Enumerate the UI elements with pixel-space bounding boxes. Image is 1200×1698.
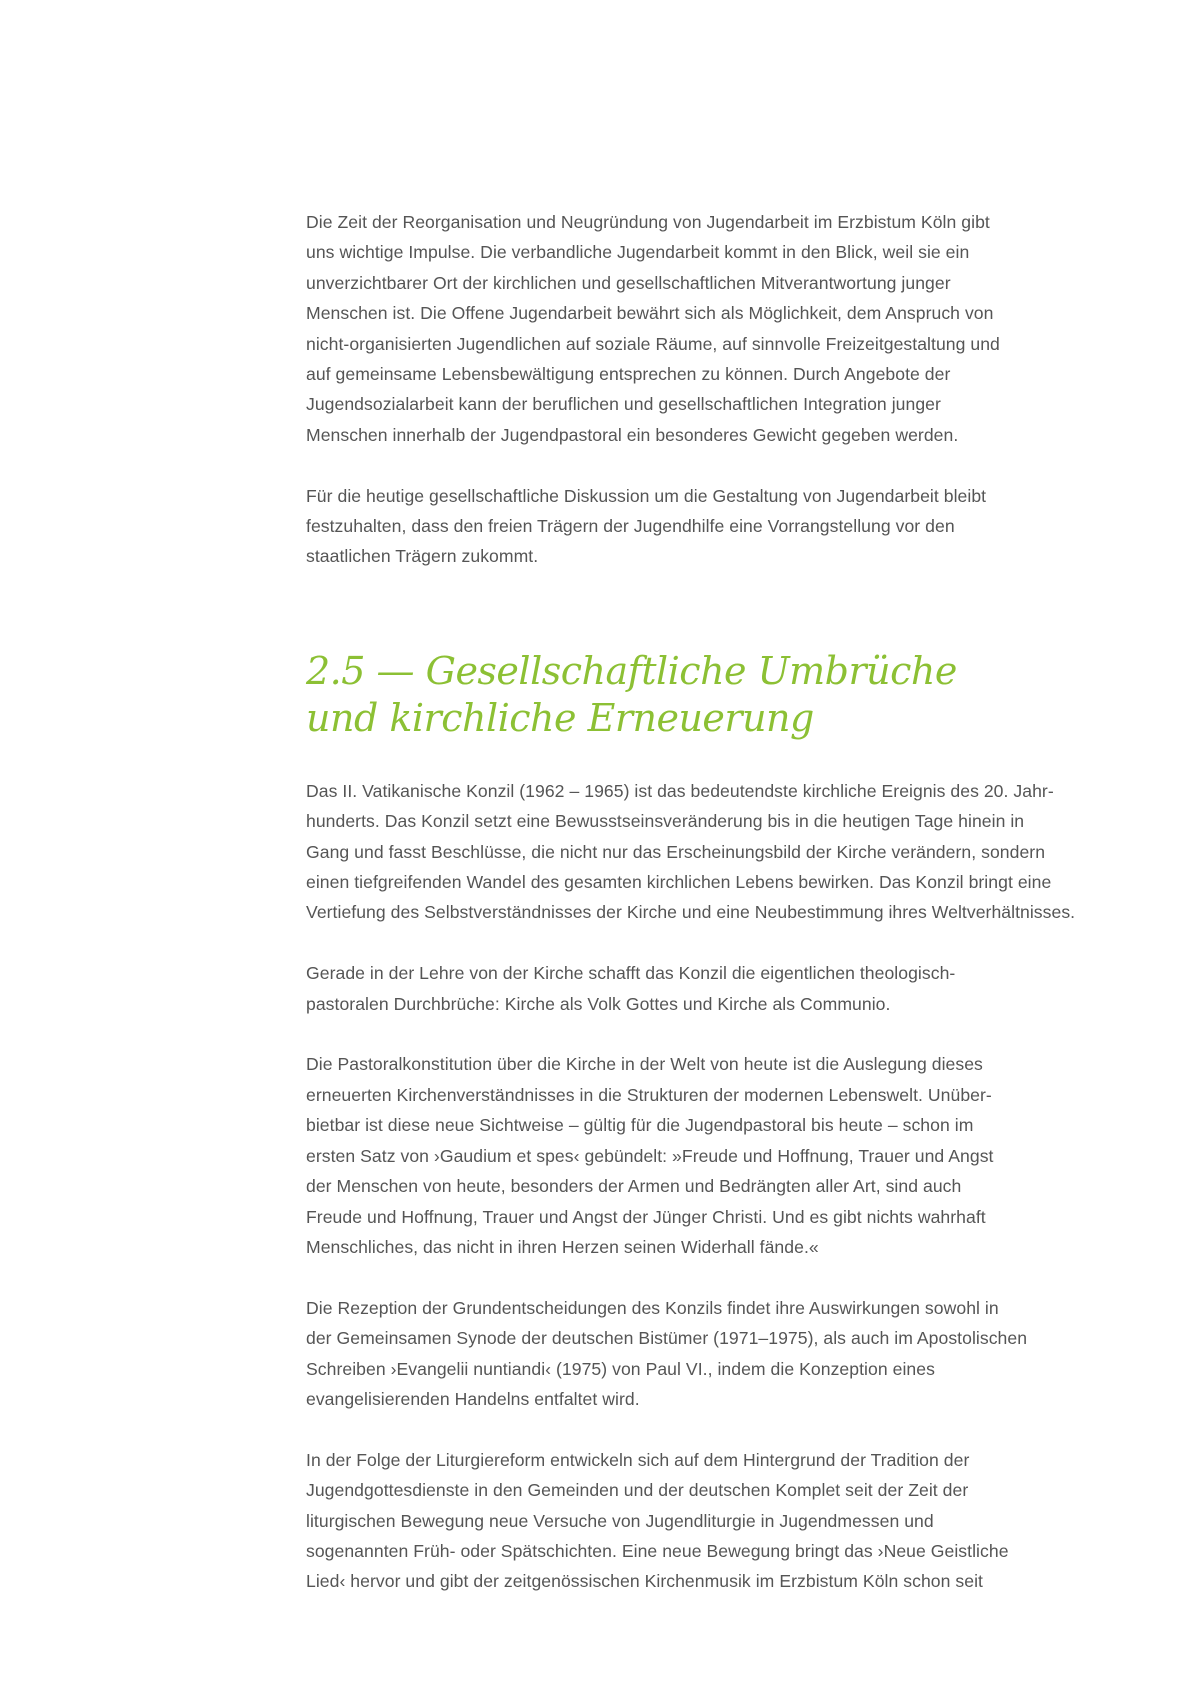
text-line: sogenannten Früh- oder Spätschichten. Eine neue Bewegung bringt das ›Neue Geistliche [306, 1540, 1009, 1561]
text-line: pastoralen Durchbrüche: Kirche als Volk Gottes und Kirche als Communio. [306, 993, 891, 1014]
text-line: Menschliches, das nicht in ihren Herzen seinen Widerhall fände.« [306, 1236, 819, 1257]
text-line: Gang und fasst Beschlüsse, die nicht nur das Erscheinungsbild der Kirche verändern, sondern [306, 841, 1046, 862]
text-line: Jugendsozialarbeit kann der beruflichen und gesellschaftlichen Integration junger [306, 394, 941, 415]
text-line: Gerade in der Lehre von der Kirche schafft das Konzil die eigentlichen theologisch- [306, 963, 956, 984]
text-line: der Gemeinsamen Synode der deutschen Bistümer (1971–1975), als auch im Apostolischen [306, 1328, 1028, 1349]
text-line: Freude und Hoffnung, Trauer und Angst der Jünger Christi. Und es gibt nichts wahrhaft [306, 1206, 986, 1227]
paragraph-spacer [306, 1019, 1106, 1049]
paragraph-reorganisation [306, 207, 1106, 450]
heading-line: und kirchliche Erneuerung [306, 695, 814, 740]
paragraph-liturgiereform [306, 1445, 1106, 1597]
text-line: Menschen ist. Die Offene Jugendarbeit bewährt sich als Möglichkeit, dem Anspruch von [306, 303, 994, 324]
paragraph-spacer [306, 1414, 1106, 1444]
text-line: Vertiefung des Selbstverständnisses der Kirche und eine Neubestimmung ihres Weltverhältnisses. [306, 902, 1076, 923]
text-line: Lied‹ hervor und gibt der zeitgenössischen Kirchenmusik im Erzbistum Köln schon seit [306, 1571, 983, 1592]
text-line: staatlichen Trägern zukommt. [306, 546, 539, 567]
text-line: bietbar ist diese neue Sichtweise – gültig für die Jugendpastoral bis heute – schon im [306, 1115, 974, 1136]
paragraph-konzil [306, 776, 1106, 928]
text-line: nicht-organisierten Jugendlichen auf soziale Räume, auf sinnvolle Freizeitgestaltung und [306, 333, 1000, 354]
text-line: Die Zeit der Reorganisation und Neugründung von Jugendarbeit im Erzbistum Köln gibt [306, 212, 990, 232]
text-line: In der Folge der Liturgiereform entwickeln sich auf dem Hintergrund der Tradition der [306, 1449, 970, 1470]
paragraph-spacer [306, 450, 1106, 480]
text-line: ersten Satz von ›Gaudium et spes‹ gebündelt: »Freude und Hoffnung, Trauer und Angst [306, 1145, 994, 1166]
paragraph-freie-traeger [306, 481, 1106, 572]
text-line: unverzichtbarer Ort der kirchlichen und gesellschaftlichen Mitverantwortung junger [306, 272, 951, 293]
text-line: einen tiefgreifenden Wandel des gesamten kirchlichen Lebens bewirken. Das Konzil bringt eine [306, 872, 1052, 893]
text-line: Die Rezeption der Grundentscheidungen des Konzils findet ihre Auswirkungen sowohl in [306, 1297, 999, 1318]
text-line: auf gemeinsame Lebensbewältigung entsprechen zu können. Durch Angebote der [306, 364, 951, 385]
text-line: hunderts. Das Konzil setzt eine Bewusstseinsveränderung bis in die heutigen Tage hinein in [306, 811, 1025, 832]
text-line: Das II. Vatikanische Konzil (1962 – 1965) ist das bedeutendste kirchliche Ereignis des 20. Jahr- [306, 780, 1054, 801]
text-line: Für die heutige gesellschaftliche Diskussion um die Gestaltung von Jugendarbeit bleibt [306, 485, 987, 506]
text-line: erneuerten Kirchenverständnisses in die Strukturen der modernen Lebenswelt. Unüber- [306, 1084, 992, 1105]
paragraph-spacer [306, 928, 1106, 958]
paragraph-lehre-kirche [306, 958, 1106, 1019]
text-line: Schreiben ›Evangelii nuntiandi‹ (1975) von Paul VI., indem die Konzeption eines [306, 1358, 935, 1379]
text-line: Die Pastoralkonstitution über die Kirche in der Welt von heute ist die Auslegung dieses [306, 1054, 983, 1075]
text-line: festzuhalten, dass den freien Trägern der Jugendhilfe eine Vorrangstellung vor den [306, 516, 955, 537]
text-line: Menschen innerhalb der Jugendpastoral ein besonderes Gewicht gegeben werden. [306, 424, 959, 445]
document-page [306, 207, 1106, 1597]
paragraph-pastoralkonstitution [306, 1049, 1106, 1262]
section-heading [306, 648, 1106, 742]
text-line: Jugendgottesdienste in den Gemeinden und der deutschen Komplet seit der Zeit der [306, 1480, 969, 1501]
heading-line: 2.5 — Gesellschaftliche Umbrüche [306, 648, 957, 693]
paragraph-spacer [306, 1262, 1106, 1292]
text-line: liturgischen Bewegung neue Versuche von Jugendliturgie in Jugendmessen und [306, 1510, 934, 1531]
section-heading-block [306, 648, 1106, 742]
paragraph-rezeption [306, 1293, 1106, 1415]
text-line: evangelisierenden Handelns entfaltet wird. [306, 1388, 640, 1409]
text-line: der Menschen von heute, besonders der Armen und Bedrängten aller Art, sind auch [306, 1176, 962, 1197]
text-line: uns wichtige Impulse. Die verbandliche Jugendarbeit kommt in den Blick, weil sie ein [306, 242, 970, 263]
